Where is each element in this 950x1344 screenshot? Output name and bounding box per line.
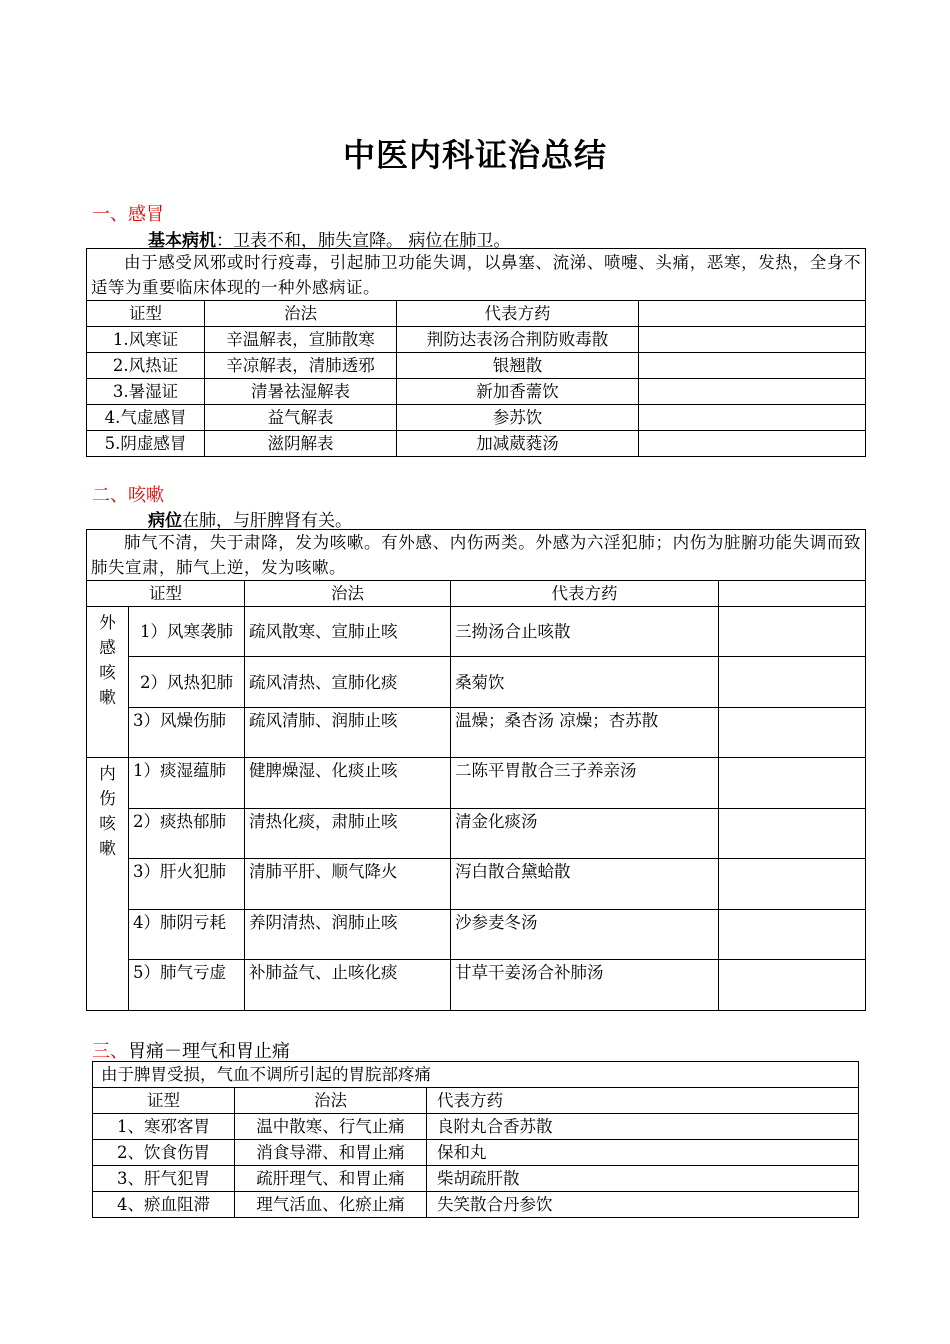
method-cell: 益气解表: [205, 405, 397, 431]
section-name: 咳嗽: [128, 485, 164, 506]
syndrome-cell: 5）肺气亏虚: [129, 960, 245, 1011]
syndrome-cell: 2）风热犯肺: [129, 657, 245, 708]
col-header-formula: 代表方药: [427, 1088, 859, 1114]
cold-intro: 由于感受风邪或时行疫毒，引起肺卫功能失调，以鼻塞、流涕、喷嚏、头痛，恶寒，发热，全身不适等为重要临床体现的一种外感病证。: [87, 249, 866, 301]
table-row: [87, 379, 866, 405]
formula-cell: 参苏饮: [397, 405, 639, 431]
syndrome-cell: 2.风热证: [87, 353, 205, 379]
formula-cell: 二陈平胃散合三子养亲汤: [451, 758, 719, 809]
page-title: 中医内科证治总结: [342, 136, 607, 174]
formula-cell: 柴胡疏肝散: [427, 1166, 859, 1192]
col-header-empty: [639, 301, 866, 327]
col-header-type: 证型: [93, 1088, 235, 1114]
disease-location-label: 病位: [148, 511, 182, 531]
empty-cell: [719, 657, 866, 708]
method-cell: 辛温解表，宣肺散寒: [205, 327, 397, 353]
basic-pathogenesis-label: 基本病机: [148, 231, 216, 251]
syndrome-cell: 1）风寒袭肺: [129, 607, 245, 657]
group-char: 咳: [99, 663, 116, 682]
table-row: [87, 960, 866, 1011]
section-name: 胃痛－理气和胃止痛: [128, 1041, 290, 1062]
empty-cell: [639, 379, 866, 405]
method-cell: 疏肝理气、和胃止痛: [235, 1166, 427, 1192]
empty-cell: [719, 708, 866, 758]
method-cell: 补肺益气、止咳化痰: [245, 960, 451, 1011]
method-cell: 清肺平肝、顺气降火: [245, 859, 451, 910]
col-header-method: 治法: [205, 301, 397, 327]
method-cell: 疏风清热、宣肺化痰: [245, 657, 451, 708]
formula-cell: 新加香薷饮: [397, 379, 639, 405]
formula-cell: 泻白散合黛蛤散: [451, 859, 719, 910]
method-cell: 养阴清热、润肺止咳: [245, 910, 451, 960]
syndrome-cell: 4）肺阴亏耗: [129, 910, 245, 960]
empty-cell: [719, 607, 866, 657]
section-number: 一、: [92, 204, 128, 225]
formula-cell: 沙参麦冬汤: [451, 910, 719, 960]
empty-cell: [639, 405, 866, 431]
syndrome-cell: 3）肝火犯肺: [129, 859, 245, 910]
syndrome-cell: 2）痰热郁肺: [129, 809, 245, 859]
formula-cell: 保和丸: [427, 1140, 859, 1166]
syndrome-cell: 4、瘀血阻滞: [93, 1192, 235, 1218]
col-header-formula: 代表方药: [451, 581, 719, 607]
section-heading-cold: [92, 200, 164, 226]
section-name: 感冒: [128, 204, 164, 225]
empty-cell: [719, 910, 866, 960]
section-heading-stomach: [92, 1037, 290, 1063]
formula-cell: 桑菊饮: [451, 657, 719, 708]
method-cell: 清暑祛湿解表: [205, 379, 397, 405]
group-label-external-cough: [87, 607, 129, 758]
formula-cell: 良附丸合香苏散: [427, 1114, 859, 1140]
formula-cell: 三拗汤合止咳散: [451, 607, 719, 657]
syndrome-cell: 3.暑湿证: [87, 379, 205, 405]
table-row: [93, 1140, 859, 1166]
empty-cell: [719, 809, 866, 859]
table-row: [93, 1192, 859, 1218]
table-row: [87, 405, 866, 431]
formula-cell: 甘草干姜汤合补肺汤: [451, 960, 719, 1011]
table-row: [87, 327, 866, 353]
table-row: [87, 859, 866, 910]
method-cell: 疏风清肺、润肺止咳: [245, 708, 451, 758]
disease-location-text: 在肺，与肝脾肾有关。: [182, 511, 352, 531]
cold-table: [86, 248, 866, 457]
empty-cell: [719, 960, 866, 1011]
table-row: [87, 758, 866, 809]
syndrome-cell: 3、肝气犯胃: [93, 1166, 235, 1192]
syndrome-cell: 2、饮食伤胃: [93, 1140, 235, 1166]
method-cell: 清热化痰，肃肺止咳: [245, 809, 451, 859]
disease-location-line: [148, 506, 352, 531]
method-cell: 疏风散寒、宣肺止咳: [245, 607, 451, 657]
table-row: [87, 353, 866, 379]
empty-cell: [639, 353, 866, 379]
group-char: 感: [99, 638, 116, 657]
section-number: 二、: [92, 485, 128, 506]
table-row: [87, 657, 866, 708]
group-char: 嗽: [99, 839, 116, 858]
syndrome-cell: 1）痰湿蕴肺: [129, 758, 245, 809]
group-char: 内: [99, 764, 116, 783]
method-cell: 温中散寒、行气止痛: [235, 1114, 427, 1140]
table-row: [93, 1114, 859, 1140]
cough-table: [86, 529, 866, 1011]
col-header-empty: [719, 581, 866, 607]
group-char: 外: [99, 613, 116, 632]
section-heading-cough: [92, 481, 164, 507]
table-row: [87, 708, 866, 758]
empty-cell: [719, 758, 866, 809]
empty-cell: [639, 327, 866, 353]
col-header-method: 治法: [245, 581, 451, 607]
syndrome-cell: 5.阴虚感冒: [87, 431, 205, 457]
formula-cell: 失笑散合丹参饮: [427, 1192, 859, 1218]
table-row: [87, 607, 866, 657]
table-row: [87, 910, 866, 960]
empty-cell: [639, 431, 866, 457]
col-header-formula: 代表方药: [397, 301, 639, 327]
formula-cell: 荆防达表汤合荆防败毒散: [397, 327, 639, 353]
stomach-intro: 由于脾胃受损，气血不调所引起的胃脘部疼痛: [93, 1062, 859, 1088]
section-number: 三、: [92, 1041, 128, 1062]
method-cell: 消食导滞、和胃止痛: [235, 1140, 427, 1166]
col-header-method: 治法: [235, 1088, 427, 1114]
syndrome-cell: 1、寒邪客胃: [93, 1114, 235, 1140]
col-header-type: 证型: [87, 581, 245, 607]
formula-cell: 清金化痰汤: [451, 809, 719, 859]
group-char: 咳: [99, 814, 116, 833]
formula-cell: 加减葳蕤汤: [397, 431, 639, 457]
method-cell: 辛凉解表，清肺透邪: [205, 353, 397, 379]
table-row: [87, 431, 866, 457]
table-row: [87, 809, 866, 859]
formula-cell: 银翘散: [397, 353, 639, 379]
method-cell: 滋阴解表: [205, 431, 397, 457]
empty-cell: [719, 859, 866, 910]
method-cell: 理气活血、化瘀止痛: [235, 1192, 427, 1218]
syndrome-cell: 3）风燥伤肺: [129, 708, 245, 758]
syndrome-cell: 1.风寒证: [87, 327, 205, 353]
group-char: 伤: [99, 789, 116, 808]
col-header-type: 证型: [87, 301, 205, 327]
basic-pathogenesis-text: ：卫表不和，肺失宣降。 病位在肺卫。: [216, 231, 511, 251]
group-char: 嗽: [99, 688, 116, 707]
group-label-internal-cough: [87, 758, 129, 1011]
formula-cell: 温燥；桑杏汤 凉燥；杏苏散: [451, 708, 719, 758]
cough-intro: 肺气不清，失于肃降，发为咳嗽。有外感、内伤两类。外感为六淫犯肺；内伤为脏腑功能失调而致肺失宣肃，肺气上逆，发为咳嗽。: [87, 530, 866, 581]
table-row: [93, 1166, 859, 1192]
method-cell: 健脾燥湿、化痰止咳: [245, 758, 451, 809]
stomach-table: [92, 1061, 859, 1218]
syndrome-cell: 4.气虚感冒: [87, 405, 205, 431]
